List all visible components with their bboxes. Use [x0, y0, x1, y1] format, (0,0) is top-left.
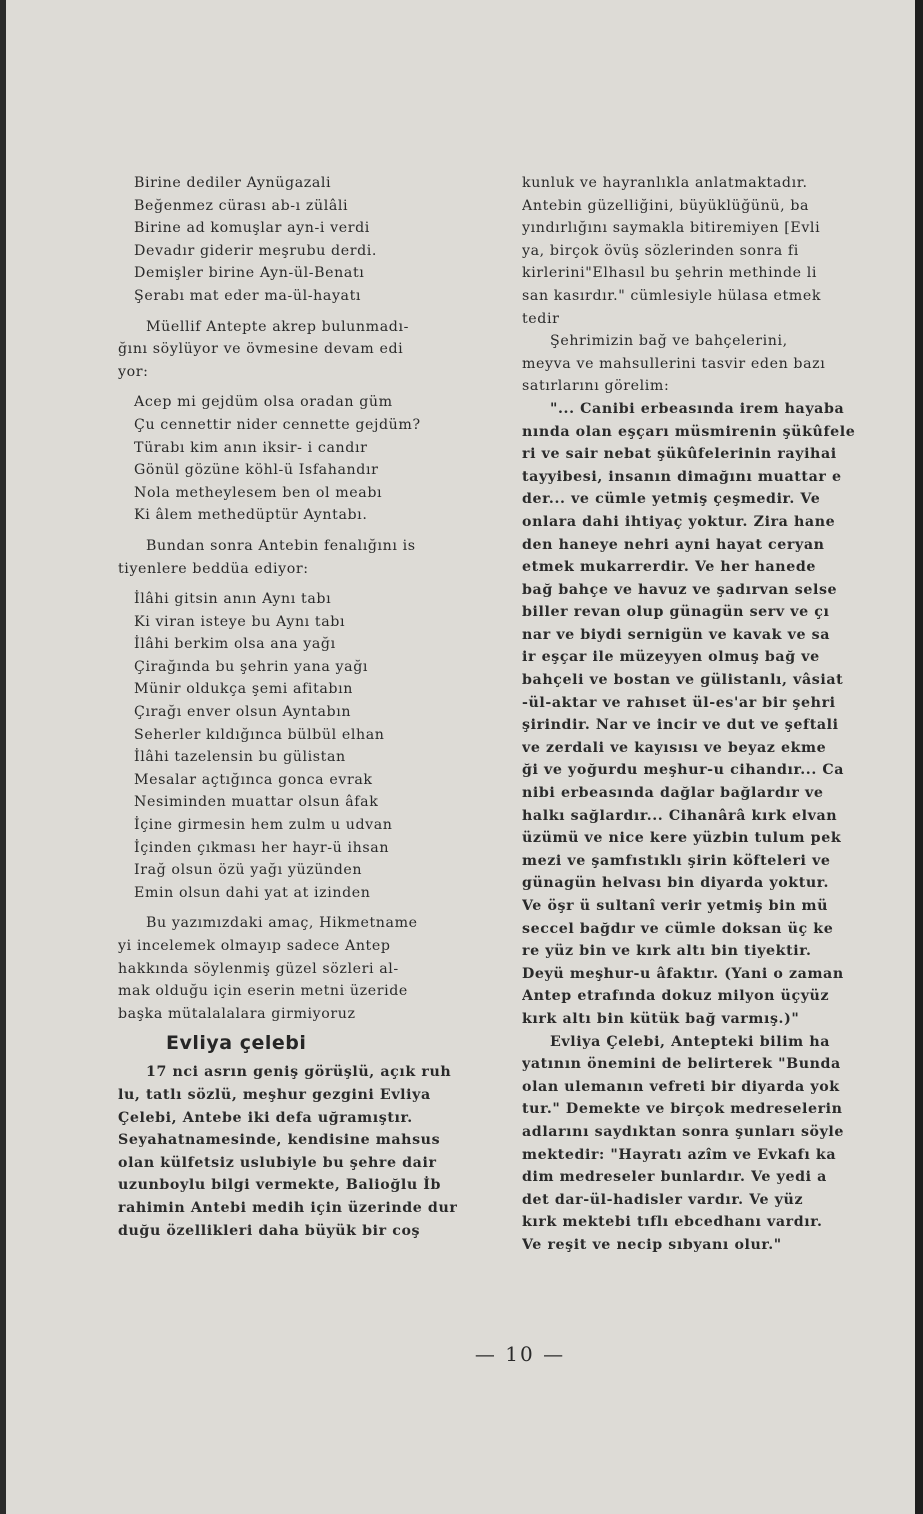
poem-block: [118, 588, 493, 904]
text-line: mak olduğu için eserin metni üzeride: [118, 983, 408, 1000]
text-line: kırk mektebi tıflı ebcedhanı vardır.: [522, 1214, 823, 1231]
verse-line: Şerabı mat eder ma-ül-hayatı: [134, 287, 362, 304]
text-line: -ül-aktar ve rahıset ül-es'ar bir şehri: [522, 694, 836, 711]
verse-line: Ki âlem methedüptür Ayntabı.: [134, 507, 368, 524]
text-line: lu, tatlı sözlü, meşhur gezgini Evliya: [118, 1086, 431, 1103]
text-line: "... Canibi erbeasında irem hayaba: [550, 400, 845, 417]
text-line: kirlerini"Elhasıl bu şehrin methinde li: [522, 265, 818, 282]
paragraph: [522, 330, 900, 398]
verse-line: Mesalar açtığınca gonca evrak: [134, 771, 373, 788]
text-line: nibi erbeasında dağlar bağlardır ve: [522, 785, 824, 802]
verse-line: Çırağı enver olsun Ayntabın: [134, 704, 352, 721]
text-line: 17 nci asrın geniş görüşlü, açık ruh: [146, 1064, 452, 1081]
verse-line: Çu cennettir nider cennette gejdüm?: [134, 416, 421, 433]
verse-line: Emin olsun dahi yat at izinden: [134, 884, 371, 901]
text-line: tayyibesi, insanın dimağını muattar e: [522, 468, 842, 485]
text-line: yi incelemek olmayıp sadece Antep: [118, 938, 391, 954]
verse-line: Türabı kim anın iksir- i candır: [134, 439, 368, 456]
verse-line: Devadır giderir meşrubu derdi.: [134, 242, 378, 259]
text-line: ve zerdali ve kayısısı ve beyaz ekme: [522, 739, 827, 756]
text-line: halkı sağlardır... Cihanârâ kırk elvan: [522, 807, 838, 824]
text-line: satırlarını görelim:: [522, 378, 670, 395]
verse-line: Ki viran isteye bu Aynı tabı: [134, 613, 346, 630]
verse-line: Nola metheylesem ben ol meabı: [134, 484, 383, 501]
verse-line: Nesiminden muattar olsun âfak: [134, 794, 379, 811]
text-line: duğu özellikleri daha büyük bir coş: [118, 1222, 421, 1239]
scan-edge-left: [0, 0, 6, 1514]
text-line: adlarını saydıktan sonra şunları söyle: [522, 1123, 845, 1140]
text-line: tedir: [522, 310, 560, 327]
text-line: etmek mukarrerdir. Ve her hanede: [522, 559, 816, 576]
text-line: onlara dahi ihtiyaç yoktur. Zira hane: [522, 513, 836, 530]
verse-line: Demişler birine Ayn-ül-Benatı: [134, 265, 365, 282]
text-line: Müellif Antepte akrep bulunmadı-: [146, 318, 409, 335]
text-line: hakkında söylenmiş güzel sözleri al-: [118, 960, 399, 977]
section-heading: Evliya çelebi: [166, 1032, 307, 1055]
text-line: yındırlığını saymakla bitiremiyen [Evli: [522, 220, 821, 237]
text-line: ğını söylüyor ve övmesine devam edi: [118, 341, 404, 358]
text-line: det dar-ül-hadisler vardır. Ve yüz: [522, 1191, 804, 1208]
poem-block: [118, 391, 493, 527]
text-line: ği ve yoğurdu meşhur-u cihandır... Ca: [522, 762, 845, 779]
text-line: Ve reşit ve necip sıbyanı olur.": [522, 1236, 782, 1253]
text-line: üzümü ve nice kere yüzbin tulum pek: [522, 830, 842, 847]
paragraph: [522, 1031, 900, 1257]
verse-line: İçine girmesin hem zulm u udvan: [134, 817, 393, 834]
text-line: Seyahatnamesinde, kendisine mahsus: [118, 1132, 441, 1149]
paragraph: [522, 172, 900, 330]
text-line: der... ve cümle yetmiş çeşmedir. Ve: [522, 491, 821, 508]
text-line: den haneye nehri ayni hayat ceryan: [522, 536, 825, 553]
text-line: yor:: [118, 363, 149, 380]
text-line: mektedir: "Hayratı azîm ve Evkafı ka: [522, 1146, 837, 1163]
text-line: seccel bağdır ve cümle doksan üç ke: [522, 920, 834, 937]
paragraph: [118, 316, 493, 384]
page-number: — 10 —: [474, 1342, 566, 1366]
quotation: [522, 398, 900, 1031]
paragraph: [118, 912, 493, 1025]
scan-edge-right: [915, 0, 923, 1514]
text-line: nında olan eşçarı müsmirenin şükûfele: [522, 423, 856, 440]
text-line: Çelebi, Antebe iki defa uğramıştır.: [118, 1109, 413, 1126]
verse-line: Irağ olsun özü yağı yüzünden: [134, 862, 363, 879]
text-line: Bu yazımızdaki amaç, Hikmetname: [146, 915, 418, 932]
poem-block: [118, 172, 493, 308]
verse-line: Münir oldukça şemi afitabın: [134, 681, 353, 698]
verse-line: Birine dediler Aynügazali: [134, 175, 332, 191]
paragraph: [118, 1061, 493, 1242]
text-line: kırk altı bin kütük bağ varmış.)": [522, 1010, 800, 1027]
text-line: meyva ve mahsullerini tasvir eden bazı: [522, 355, 826, 372]
verse-line: Acep mi gejdüm olsa oradan güm: [134, 394, 393, 411]
text-line: Deyü meşhur-u âfaktır. (Yani o zaman: [522, 965, 844, 982]
verse-line: İlâhi gitsin anın Aynı tabı: [134, 591, 332, 608]
verse-line: Seherler kıldığınca bülbül elhan: [134, 726, 385, 743]
verse-line: İlâhi tazelensin bu gülistan: [134, 749, 346, 766]
verse-line: Birine ad komuşlar ayn-i verdi: [134, 220, 370, 237]
text-line: san kasırdır." cümlesiyle hülasa etmek: [522, 287, 822, 304]
text-line: olan ulemanın vefreti bir diyarda yok: [522, 1078, 840, 1095]
text-line: rahimin Antebi medih için üzerinde dur: [118, 1199, 458, 1216]
paragraph: [118, 535, 493, 580]
verse-line: Gönül gözüne köhl-ü Isfahandır: [134, 462, 379, 479]
text-line: tur." Demekte ve birçok medreselerin: [522, 1101, 843, 1118]
text-line: nar ve biydi sernigün ve kavak ve sa: [522, 626, 831, 643]
text-line: Evliya Çelebi, Antepteki bilim ha: [550, 1033, 831, 1050]
text-line: yatının önemini de belirterek "Bunda: [522, 1056, 841, 1073]
text-line: bahçeli ve bostan ve gülistanlı, vâsiat: [522, 672, 844, 689]
text-line: Bundan sonra Antebin fenalığını is: [146, 537, 416, 554]
text-line: ir eşçar ile müzeyyen olmuş bağ ve: [522, 649, 820, 666]
verse-line: Beğenmez cürası ab-ı zülâli: [134, 197, 349, 214]
verse-line: İlâhi berkim olsa ana yağı: [134, 636, 336, 653]
text-line: günagün helvası bin diyarda yoktur.: [522, 875, 830, 892]
text-line: re yüz bin ve kırk altı bin tiyektir.: [522, 943, 812, 960]
text-line: olan külfetsiz uslubiyle bu şehre dair: [118, 1154, 437, 1171]
text-line: Antebin güzelliğini, büyüklüğünü, ba: [522, 197, 810, 214]
text-line: biller revan olup günagün serv ve çı: [522, 604, 830, 621]
verse-line: İçinden çıkması her hayr-ü ihsan: [134, 839, 390, 856]
text-line: ri ve sair nebat şükûfelerinin rayihai: [522, 446, 837, 463]
text-line: Antep etrafında dokuz milyon üçyüz: [522, 988, 830, 1005]
text-line: şirindir. Nar ve incir ve dut ve şeftali: [522, 717, 839, 734]
text-line: uzunboylu bilgi vermekte, Balioğlu İb: [118, 1177, 442, 1194]
text-line: kunluk ve hayranlıkla anlatmaktadır.: [522, 175, 808, 191]
text-line: dim medreseler bunlardır. Ve yedi a: [522, 1169, 827, 1186]
text-line: bağ bahçe ve havuz ve şadırvan selse: [522, 581, 838, 598]
text-line: başka mütalalalara girmiyoruz: [118, 1005, 356, 1022]
text-line: Ve öşr ü sultanî verir yetmiş bin mü: [522, 898, 829, 914]
text-line: ya, birçok övüş sözlerinden sonra fi: [522, 242, 799, 259]
text-line: tiyenlere beddüa ediyor:: [118, 560, 309, 577]
right-column: [522, 172, 900, 1257]
verse-line: Çirağında bu şehrin yana yağı: [134, 658, 369, 675]
text-line: Şehrimizin bağ ve bahçelerini,: [550, 333, 788, 350]
text-line: mezi ve şamfıstıklı şirin köfteleri ve: [522, 852, 831, 869]
left-column: [118, 172, 493, 1242]
